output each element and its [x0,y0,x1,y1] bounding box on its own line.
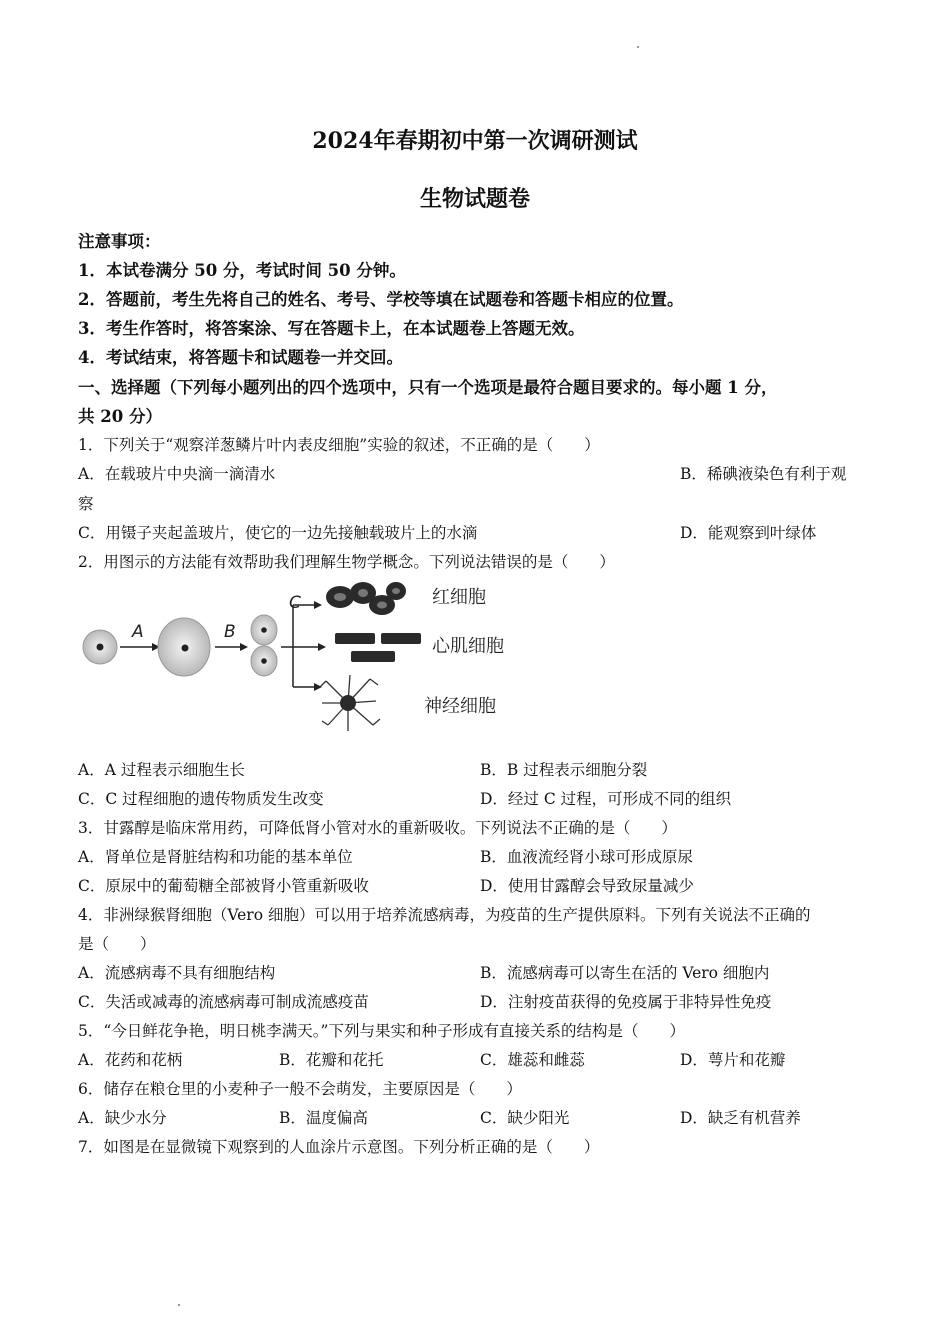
nucleus [261,658,267,664]
q2-option-b: B．B 过程表示细胞分裂 [480,761,648,779]
q4-option-b: B．流感病毒可以寄生在活的 Vero 细胞内 [480,964,770,982]
question-3-stem: 3．甘露醇是临床常用药，可降低肾小管对水的重新吸收。下列说法不正确的是（ ） [78,819,677,837]
nucleus [182,645,189,652]
exam-title: 2024年春期初中第一次调研测试 [312,128,638,154]
q5-option-d: D．萼片和花瓣 [680,1051,786,1069]
q1-option-d: D．能观察到叶绿体 [680,524,817,542]
cell-differentiation-figure [78,575,528,745]
q6-option-d: D．缺乏有机营养 [680,1109,801,1127]
notice-item: 3．考生作答时，将答案涂、写在答题卡上，在本试题卷上答题无效。 [78,319,585,338]
scan-speck [637,46,639,48]
q4-option-a: A．流感病毒不具有细胞结构 [78,964,276,982]
label-c: C [289,593,301,613]
cardiac-muscle-cell [335,633,375,644]
branch-mid-head [318,643,326,651]
q3-option-b: B．血液流经肾小球可形成原尿 [480,848,693,866]
question-4-stem: 4．非洲绿猴肾细胞（Vero 细胞）可以用于培养流感病毒，为疫苗的生产提供原料。下列有关说法不正确的 [78,906,811,924]
section-heading: 一、选择题（下列每小题列出的四个选项中，只有一个选项是最符合题目要求的。每小题 1 分， [78,378,778,397]
label-b: B [224,622,236,642]
exam-subtitle: 生物试题卷 [419,186,530,212]
q3-option-d: D．使用甘露醇会导致尿量减少 [480,877,694,895]
q3-option-c: C．原尿中的葡萄糖全部被肾小管重新吸收 [78,877,369,895]
question-6-stem: 6．储存在粮仓里的小麦种子一般不会萌发，主要原因是（ ） [78,1080,522,1098]
notice-item: 2．答题前，考生先将自己的姓名、考号、学校等填在试题卷和答题卡相应的位置。 [78,290,684,309]
notice-heading: 注意事项： [78,232,161,251]
arrow-b-head [240,643,248,651]
q5-option-c: C．雄蕊和雌蕊 [480,1051,585,1069]
scan-speck [178,1304,180,1306]
red-blood-cell [392,588,400,594]
q6-option-c: C．缺少阳光 [480,1109,570,1127]
q4-option-d: D．注射疫苗获得的免疫属于非特异性免疫 [480,993,772,1011]
question-2-stem: 2．用图示的方法能有效帮助我们理解生物学概念。下列说法错误的是（ ） [78,553,615,571]
red-blood-cell [377,602,387,609]
red-blood-cell [334,593,346,601]
q1-option-b: B．稀碘液染色有利于观 [680,465,847,483]
q6-option-a: A．缺少水分 [78,1109,167,1127]
question-4-stem-cont: 是（ ） [78,935,156,953]
nucleus [261,627,267,633]
notice-item: 1．本试卷满分 50 分，考试时间 50 分钟。 [78,261,406,280]
q1-option-a: A．在载玻片中央滴一滴清水 [78,465,276,483]
q6-option-b: B．温度偏高 [279,1109,368,1127]
red-blood-cell [358,589,368,597]
section-heading-cont: 共 20 分） [78,407,162,426]
label-heart-cell: 心肌细胞 [432,636,504,657]
q3-option-a: A．肾单位是肾脏结构和功能的基本单位 [78,848,353,866]
q1-option-c: C．用镊子夹起盖玻片，使它的一边先接触载玻片上的水滴 [78,524,478,542]
label-a: A [132,622,144,642]
q5-option-b: B．花瓣和花托 [279,1051,384,1069]
q2-option-a: A．A 过程表示细胞生长 [78,761,245,779]
branch-top-head [314,601,322,609]
q4-option-c: C．失活或减毒的流感病毒可制成流感疫苗 [78,993,369,1011]
question-5-stem: 5．“今日鲜花争艳，明日桃李满天。”下列与果实和种子形成有直接关系的结构是（ ） [78,1022,685,1040]
q2-option-d: D．经过 C 过程，可形成不同的组织 [480,790,732,808]
cardiac-muscle-cell [351,651,395,662]
q5-option-a: A．花药和花柄 [78,1051,183,1069]
q2-option-c: C．C 过程细胞的遗传物质发生改变 [78,790,324,808]
label-red-cell: 红细胞 [432,587,486,608]
question-7-stem: 7．如图是在显微镜下观察到的人血涂片示意图。下列分析正确的是（ ） [78,1138,600,1156]
cardiac-muscle-cell [381,633,421,644]
q1-option-b-cont: 察 [78,495,94,513]
nucleus [97,644,104,651]
nerve-cell-body [340,695,356,711]
label-nerve-cell: 神经细胞 [424,696,496,717]
notice-item: 4．考试结束，将答题卡和试题卷一并交回。 [78,348,403,367]
question-1-stem: 1．下列关于“观察洋葱鳞片叶内表皮细胞”实验的叙述，不正确的是（ ） [78,436,600,454]
